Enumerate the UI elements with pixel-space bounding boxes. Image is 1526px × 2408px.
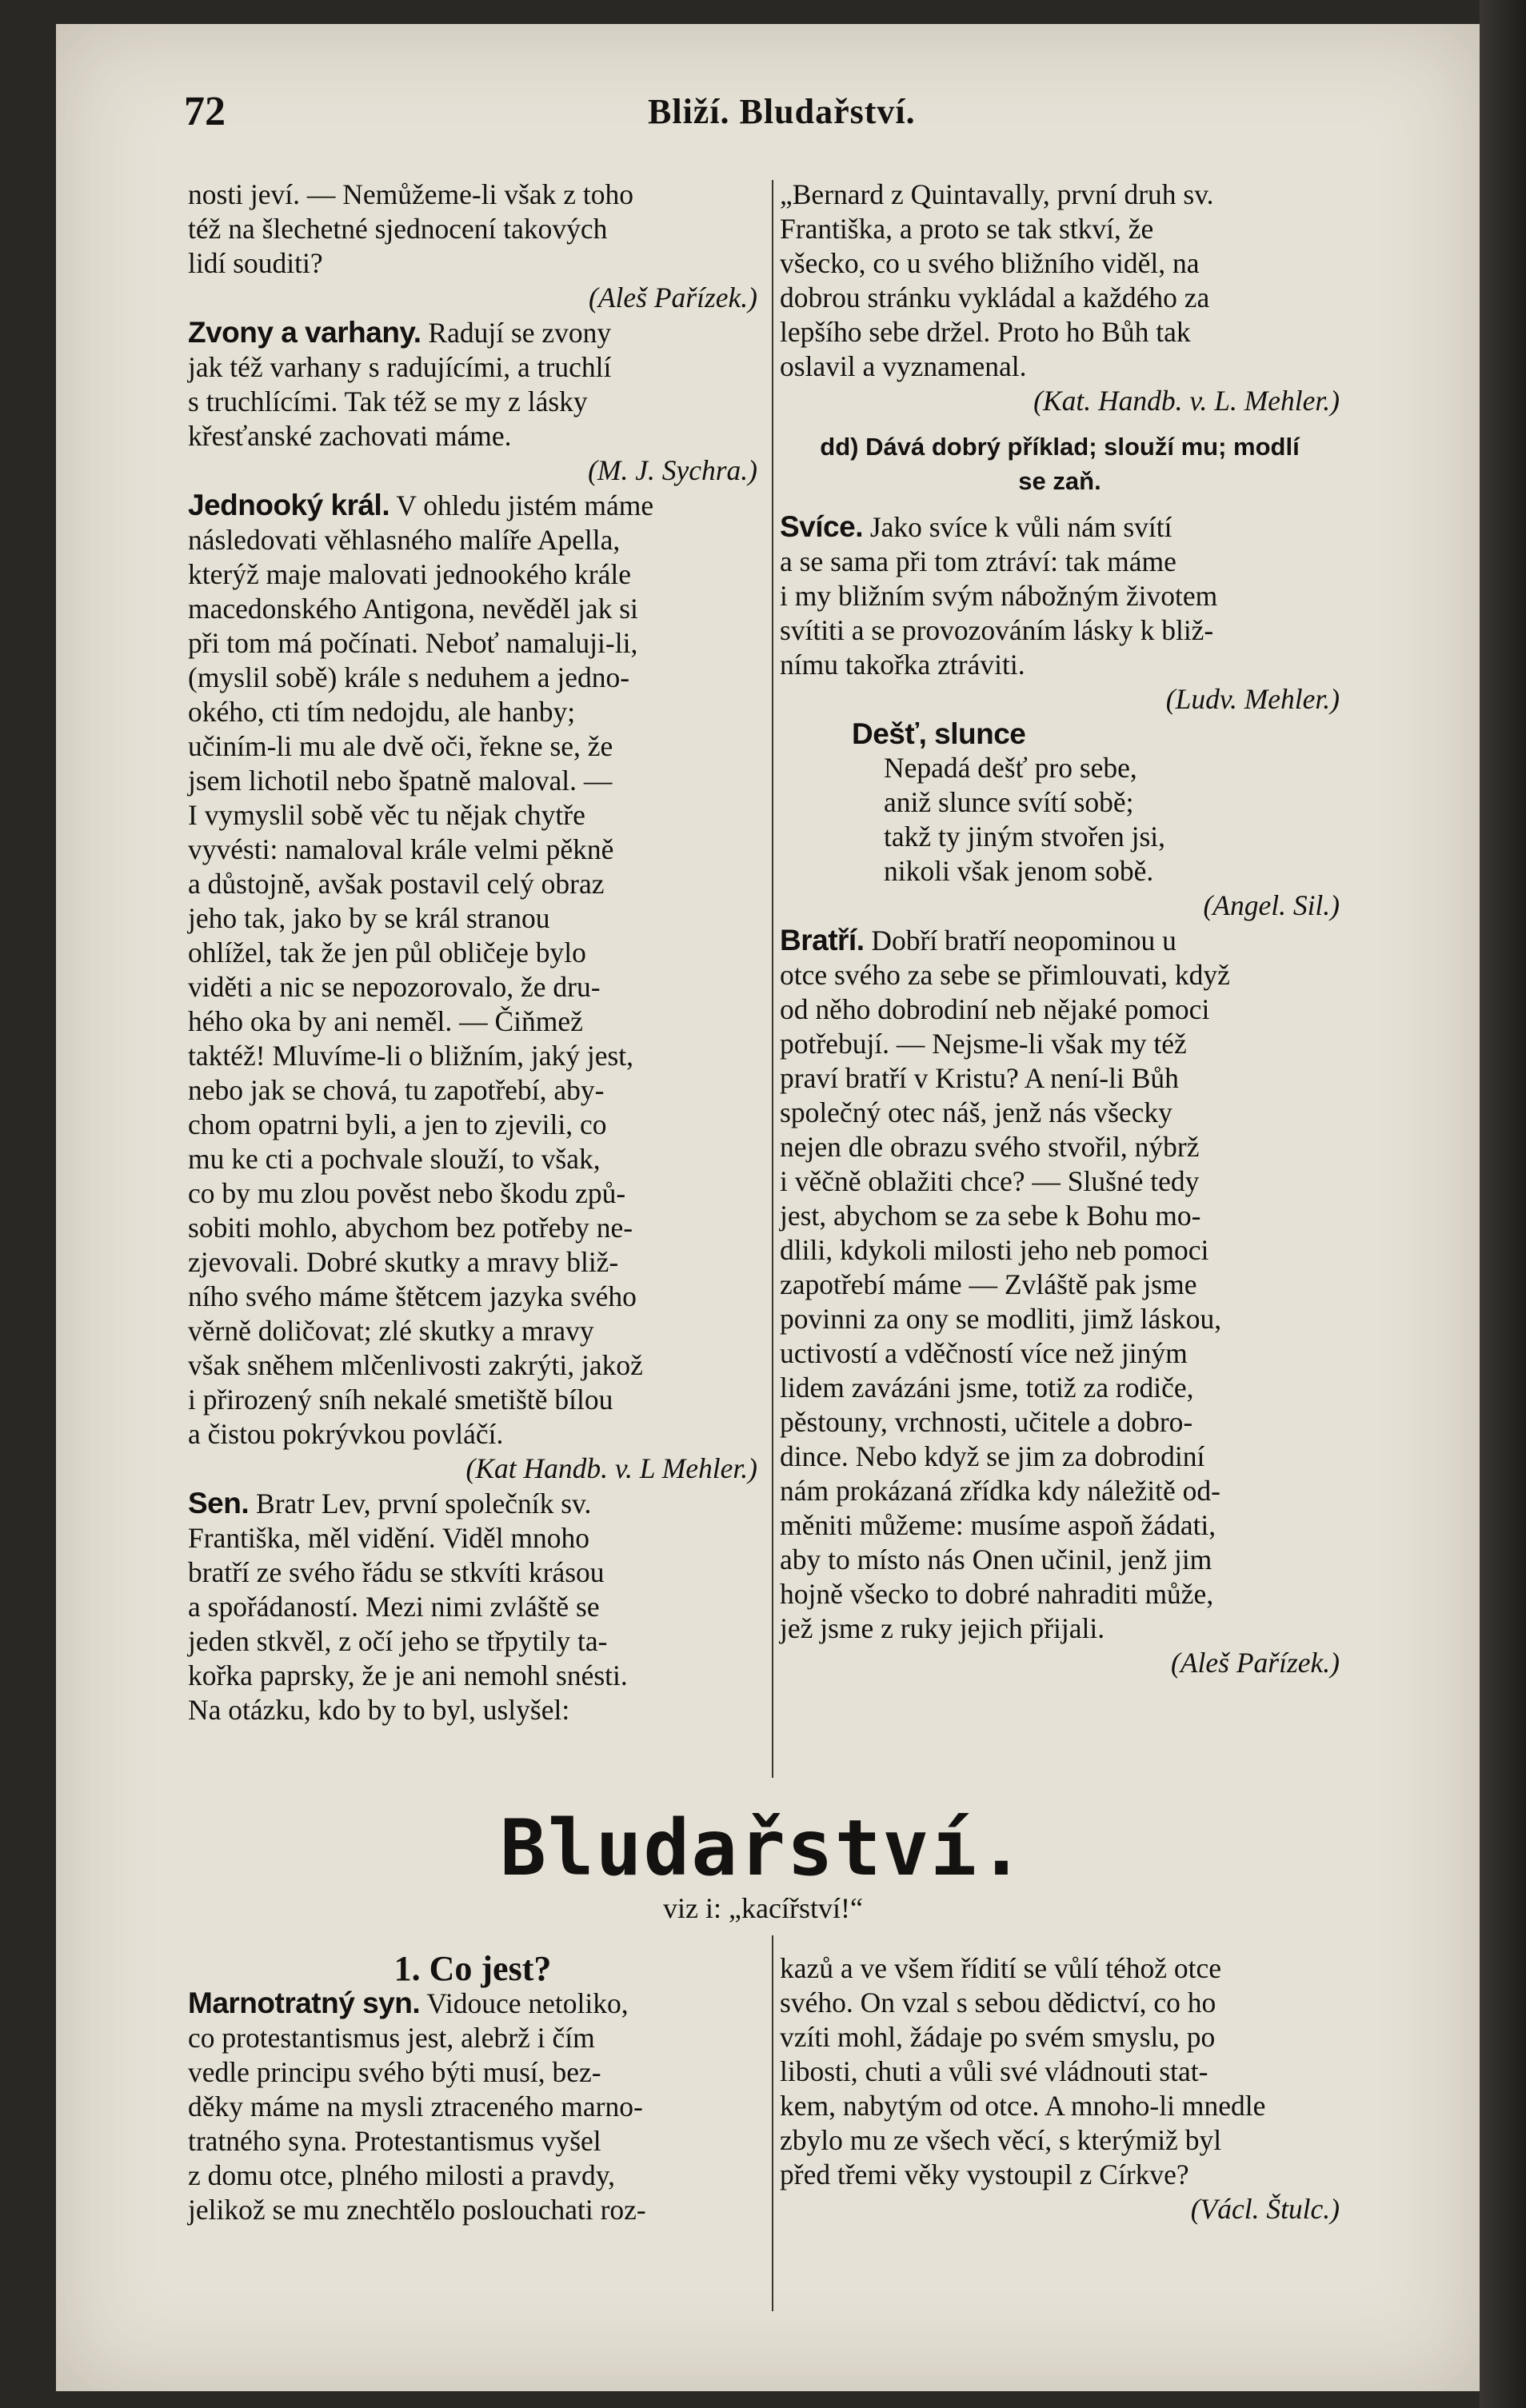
text-line [780,1302,1340,1336]
text-line [188,2090,757,2124]
text-line [188,1039,757,1073]
entry-text: měniti můžeme: musíme aspoň žádati, [780,1509,1216,1541]
entry-text: Dobří bratří neopominou u [864,924,1176,956]
entry-text: ohlížel, tak že jen půl obličeje bylo [188,936,586,968]
text-line [188,523,757,557]
text-line [780,1336,1340,1371]
entry-text: bratří ze svého řádu se stkvíti krásou [188,1556,605,1588]
text-line [188,385,757,419]
text-line [188,1073,757,1108]
entry-text: hojně všecko to dobré nahraditi může, [780,1578,1214,1610]
text-line [780,579,1340,613]
entry-text: zbylo mu ze všech věcí, s kterýmiž byl [780,2124,1222,2156]
text-line [780,2123,1340,2158]
entry-text: Vidouce netoliko, [420,1987,629,2019]
see-also-note: viz i: „kacířství!“ [663,1892,863,1924]
text-line [780,1577,1340,1611]
entry-text: od něho dobrodiní neb nějaké pomoci [780,993,1210,1025]
text-line [780,2020,1340,2055]
text-line [780,1130,1340,1164]
entry-text: všecko, co u svého bližního viděl, na [780,247,1200,279]
entry-text: ního svého máme štětcem jazyka svého [188,1280,637,1312]
text-line [188,1211,757,1245]
entry-text: svého. On vzal s sebou dědictví, co ho [780,1987,1216,2019]
entry-text: společný otec náš, jenž nás všecky [780,1096,1172,1128]
column-rule-upper [772,180,773,1778]
entry-keyword: Marnotratný syn. [188,1987,421,2019]
text-line [780,1371,1340,1405]
text-line [780,923,1340,958]
entry-text: lepšího sebe držel. Proto ho Bůh tak [780,316,1191,348]
article-entry [188,1986,757,2227]
entry-text: nejen dle obrazu svého stvořil, nýbrž [780,1131,1200,1163]
entry-text: kazů a ve všem řídití se vůlí téhož otce [780,1952,1222,1984]
text-line [780,1611,1340,1646]
text-line [188,1314,757,1348]
running-title: Bliží. Bludařství. [648,92,916,131]
entry-text: křesťanské zachovati máme. [188,420,512,452]
entry-text: jsem lichotil nebo špatně maloval. — [188,765,613,797]
source-citation: (M. J. Sychra.) [588,454,757,486]
entry-text: však sněhem mlčenlivosti zakrýti, jakož [188,1349,643,1381]
text-line [780,1508,1340,1543]
scan-edge [1480,0,1526,2408]
subheading-line: se zaň. [1018,467,1101,495]
entry-text: libosti, chuti a vůli své vládnouti stat- [780,2055,1208,2087]
entry-text: vyvésti: namaloval krále velmi pěkně [188,833,614,865]
entry-text: i přirozený sníh nekalé smetiště bílou [188,1384,613,1416]
entry-text: uctivostí a vděčností více než jiným [780,1337,1188,1369]
text-line [188,936,757,970]
text-line [188,1142,757,1176]
article-text [780,178,1340,418]
text-line [188,2021,757,2055]
text-line [188,1176,757,1211]
text-line [780,613,1340,648]
lower-left-content [188,1986,757,2227]
entry-text: I vymyslil sobě věc tu nějak chytře [188,799,585,831]
entry-text: viděti a nic se nepozorovalo, že dru- [188,971,601,1003]
poem-line: aniž slunce svítí sobě; [884,786,1134,818]
article-entry [780,923,1340,1680]
subheading-line: dd) Dává dobrý příklad; slouží mu; modlí [820,433,1300,461]
text-line [188,764,757,798]
text-line [780,1543,1340,1577]
text-line [188,970,757,1004]
entry-text: též na šlechetné sjednocení takových [188,213,608,245]
entry-text: dlili, kdykoli milosti jeho neb pomoci [780,1234,1209,1266]
entry-text: jak též varhany s radujícími, a truchlí [188,351,612,383]
text-line [780,1164,1340,1199]
entry-text: okého, cti tím nedojdu, ale hanby; [188,696,576,728]
text-line [780,212,1340,246]
entry-text: „Bernard z Quintavally, první druh sv. [780,178,1214,210]
text-line [188,1624,757,1659]
entry-text: (myslil sobě) krále s neduhem a jedno- [188,661,630,693]
text-line [188,695,757,729]
entry-text: oslavil a vyznamenal. [780,350,1027,382]
text-line [188,798,757,833]
text-line [188,901,757,936]
entry-text: Radují se zvony [421,317,612,349]
lower-left-column [188,1951,757,2227]
source-citation: (Aleš Pařízek.) [589,282,757,313]
text-line [188,1693,757,1727]
entry-text: a spořádaností. Mezi nimi zvláště se [188,1591,600,1623]
poem-line: takž ty jiným stvořen jsi, [884,821,1166,853]
entry-text: Bratr Lev, první společník sv. [249,1488,592,1519]
entry-text: dince. Nebo když se jim za dobrodiní [780,1440,1205,1472]
text-line [780,958,1340,992]
text-line [780,648,1340,682]
upper-left-column [188,178,757,1727]
text-line [188,315,757,350]
article-text [780,1951,1340,2226]
entry-text: taktéž! Mluvíme-li o bližním, jaký jest, [188,1040,634,1072]
entry-text: pěstouny, vrchnosti, učitele a dobro- [780,1406,1193,1438]
text-line [780,1986,1340,2020]
article-poem [780,717,1340,923]
entry-text: hého oka by ani neměl. — Čiňmež [188,1005,583,1037]
lower-right-column [780,1951,1340,2226]
entry-text: s truchlícími. Tak též se my z lásky [188,385,588,417]
entry-text: lidem zavázáni jsme, totiž za rodiče, [780,1372,1194,1404]
entry-text: vzíti mohl, žádaje po svém smyslu, po [780,2021,1216,2053]
entry-text: nám prokázaná zřídka kdy náležitě od- [780,1475,1220,1507]
entry-text: učiním-li mu ale dvě oči, řekne se, že [188,730,613,762]
entry-text: kterýž maje malovati jednookého krále [188,558,631,590]
text-line [188,1417,757,1452]
text-line [188,488,757,523]
text-line [188,1383,757,1417]
entry-text: a se sama při tom ztráví: tak máme [780,545,1176,577]
text-line [780,2089,1340,2123]
entry-text: co by mu zlou pověst nebo škodu způ- [188,1177,626,1209]
entry-text: věrně doličovat; zlé skutky a mravy [188,1315,594,1347]
text-line [780,1233,1340,1268]
poem-line: Nepadá dešť pro sebe, [884,752,1137,784]
section-title: Bludařství. [500,1803,1026,1893]
entry-text: nímu takořka ztráviti. [780,649,1025,681]
text-line [780,281,1340,315]
text-line [188,212,757,246]
poem-line: nikoli však jenom sobě. [884,855,1154,887]
text-line [780,1061,1340,1096]
entry-text: jeden stkvěl, z očí jeho se třpytily ta- [188,1625,608,1657]
entry-text: jelikož se mu znechtělo poslouchati roz- [188,2194,646,2226]
entry-text: jest, abychom se za sebe k Bohu mo- [780,1200,1201,1232]
text-line [188,2124,757,2158]
entry-text: mu ke cti a pochvale slouží, to však, [188,1143,601,1175]
entry-text: aby to místo nás Onen učinil, jenž jim [780,1543,1212,1575]
text-line [780,2055,1340,2089]
text-line [780,349,1340,384]
article-entry [780,509,1340,717]
entry-text: a čistou pokrývkou povláčí. [188,1418,504,1450]
text-line [780,1474,1340,1508]
text-line [188,2055,757,2090]
entry-text: sobiti mohlo, abychom bez potřeby ne- [188,1212,633,1244]
text-line [188,1245,757,1280]
entry-keyword: Svíce. [780,510,863,543]
text-line [780,246,1340,281]
entry-text: tratného syna. Protestantismus vyšel [188,2125,601,2157]
text-line [188,246,757,281]
entry-text: jež jsme z ruky jejich přijali. [780,1612,1105,1644]
text-line [780,1405,1340,1440]
text-line [188,1659,757,1693]
text-line [188,626,757,661]
entry-text: potřebují. — Nejsme-li však my též [780,1028,1187,1060]
subsection-title: 1. Co jest? [393,1949,552,1988]
entry-text: lidí souditi? [188,247,323,279]
text-line [188,833,757,867]
text-line [188,1986,757,2021]
entry-keyword: Zvony a varhany. [188,316,421,349]
text-line [188,1486,757,1521]
entry-text: Františka, měl vidění. Viděl mnoho [188,1522,590,1554]
text-line [188,1348,757,1383]
page-header [56,72,1480,136]
page-number: 72 [184,89,226,134]
source-citation: (Ludv. Mehler.) [1165,683,1340,715]
entry-text: dobrou stránku vykládal a každého za [780,282,1210,313]
entry-text: zapotřebí máme — Zvláště pak jsme [780,1268,1197,1300]
text-line [780,1199,1340,1233]
source-citation: (Kat. Handb. v. L. Mehler.) [1033,385,1340,417]
entry-text: chom opatrni byli, a jen to zjevili, co [188,1108,607,1140]
text-line [780,1027,1340,1061]
entry-text: vedle principu svého býti musí, bez- [188,2056,601,2088]
entry-text: i věčně oblažiti chce? — Slušné tedy [780,1165,1200,1197]
text-line [188,867,757,901]
entry-text: děky máme na mysli ztraceného marno- [188,2091,643,2122]
article-entry [188,1486,757,1727]
entry-text: macedonského Antigona, nevěděl jak si [188,593,638,625]
entry-text: svítiti a se provozováním lásky k bliž- [780,614,1214,646]
text-line [780,2158,1340,2192]
entry-text: nosti jeví. — Nemůžeme-li však z toho [188,178,634,210]
entry-keyword: Jednooký král. [188,489,390,521]
text-line [780,545,1340,579]
entry-text: Na otázku, kdo by to byl, uslyšel: [188,1694,570,1726]
text-line [188,1521,757,1555]
text-line [188,1108,757,1142]
text-line [188,178,757,212]
entry-text: před třemi věky vystoupil z Církve? [780,2158,1189,2190]
source-citation: (Aleš Pařízek.) [1171,1647,1340,1679]
entry-text: kořka paprsky, že je ani nemohl snésti. [188,1659,628,1691]
article-text [188,178,757,315]
text-line [188,729,757,764]
text-line [780,992,1340,1027]
article-heading [780,429,1340,498]
entry-text: povinni za ony se modliti, jimž láskou, [780,1303,1222,1335]
source-citation: (Václ. Štulc.) [1190,2193,1340,2225]
text-line [188,557,757,592]
column-rule-lower [772,1935,773,2311]
article-entry [188,488,757,1486]
entry-text: jeho tak, jako by se král stranou [188,902,550,934]
entry-keyword: Bratří. [780,924,865,956]
text-line [188,1555,757,1590]
upper-right-column [780,178,1340,1680]
source-citation: (Angel. Sil.) [1203,889,1340,921]
entry-text: Františka, a proto se tak stkví, že [780,213,1154,245]
text-line [188,661,757,695]
entry-text: nebo jak se chová, tu zapotřebí, aby- [188,1074,605,1106]
text-line [188,419,757,453]
text-line [780,1951,1340,1986]
text-line [188,1590,757,1624]
entry-text: kem, nabytým od otce. A mnoho-li mnedle [780,2090,1266,2122]
text-line [188,592,757,626]
text-line [188,2193,757,2227]
entry-text: z domu otce, plného milosti a pravdy, [188,2159,616,2191]
entry-text: zjevovali. Dobré skutky a mravy bliž- [188,1246,619,1278]
text-line [188,1004,757,1039]
text-line [188,2158,757,2193]
text-line [780,509,1340,545]
text-line [780,178,1340,212]
source-citation: (Kat Handb. v. L Mehler.) [465,1452,757,1484]
entry-text: i my bližním svým nábožným životem [780,580,1218,612]
entry-keyword: Sen. [188,1487,250,1519]
text-line [780,1268,1340,1302]
article-entry [188,315,757,488]
text-line [188,1280,757,1314]
entry-text: Jako svíce k vůli nám svítí [862,511,1172,543]
entry-text: praví bratří v Kristu? A není-li Bůh [780,1062,1179,1094]
entry-text: co protestantismus jest, alebrž i čím [188,2022,595,2054]
text-line [780,1096,1340,1130]
text-line [780,1440,1340,1474]
poem-title: Dešť, slunce [852,717,1026,750]
entry-text: následovati věhlasného malíře Apella, [188,524,621,556]
text-line [188,350,757,385]
text-line [780,315,1340,349]
entry-text: otce svého za sebe se přimlouvati, když [780,959,1230,991]
entry-text: V ohledu jistém máme [389,489,654,521]
entry-text: při tom má počínati. Neboť namaluji-li, [188,627,638,659]
entry-text: a důstojně, avšak postavil celý obraz [188,868,605,900]
